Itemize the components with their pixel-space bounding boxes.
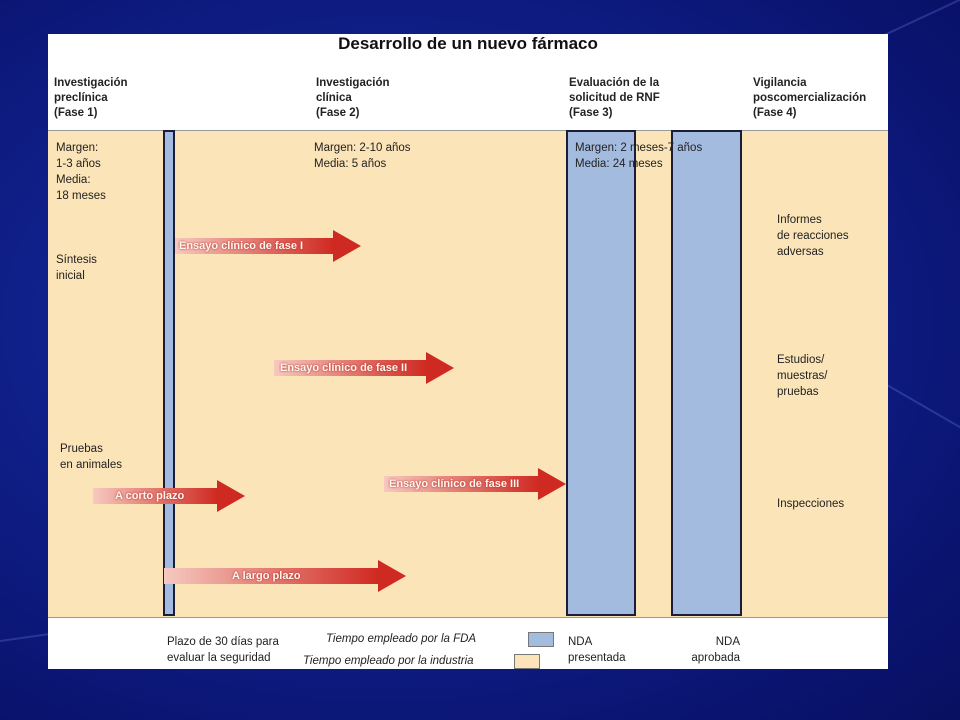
nda-review-bar [671, 130, 742, 616]
nda-submitted-label: NDA presentada [568, 636, 626, 664]
long-term-arrow [164, 560, 406, 592]
phase-3-trial-label: Ensayo clínico de fase III [389, 478, 520, 490]
background-streak [880, 380, 960, 442]
review-range: Margen: 2 meses-7 años Media: 24 meses [575, 142, 703, 170]
industry-time-legend-label: Tiempo empleado por la industria [303, 655, 474, 667]
phase-1-heading: Investigación preclínica (Fase 1) [54, 77, 128, 119]
fda-time-swatch [528, 632, 554, 647]
long-term-label: A largo plazo [232, 570, 301, 582]
safety-review-bar [163, 130, 175, 616]
industry-time-swatch [514, 654, 540, 669]
phase-1-trial-arrow [175, 230, 361, 262]
clinical-range: Margen: 2-10 años Media: 5 años [314, 142, 411, 170]
nda-approved-label: NDA aprobada [691, 636, 740, 664]
short-term-label: A corto plazo [115, 490, 185, 502]
phase-2-heading: Investigación clínica (Fase 2) [316, 77, 390, 119]
phase-4-heading: Vigilancia poscomercialización (Fase 4) [753, 77, 867, 119]
animal-tests-label: Pruebas en animales [60, 443, 123, 471]
nda-review-bar [566, 130, 636, 616]
adverse-reactions-reports: Informes de reacciones adversas [777, 214, 849, 258]
diagram-slide [48, 34, 888, 669]
studies-samples-tests: Estudios/ muestras/ pruebas [777, 354, 828, 398]
phase-2-trial-label: Ensayo clínico de fase II [280, 362, 408, 374]
phase-2-trial-arrow [274, 352, 454, 384]
inspections: Inspecciones [777, 498, 845, 510]
phase-3-trial-arrow [384, 468, 566, 500]
phase-3-heading: Evaluación de la solicitud de RNF (Fase 3) [569, 77, 660, 119]
safety-period-note: Plazo de 30 días para evaluar la seguridad [167, 636, 279, 664]
initial-synthesis-label: Síntesis inicial [56, 254, 97, 282]
phase-1-trial-label: Ensayo clínico de fase I [179, 240, 304, 252]
short-term-arrow [93, 480, 245, 512]
fda-time-legend-label: Tiempo empleado por la FDA [326, 633, 477, 645]
diagram-title: Desarrollo de un nuevo fármaco [338, 34, 598, 53]
preclinical-range: Margen: 1-3 años Media: 18 meses [56, 142, 106, 202]
